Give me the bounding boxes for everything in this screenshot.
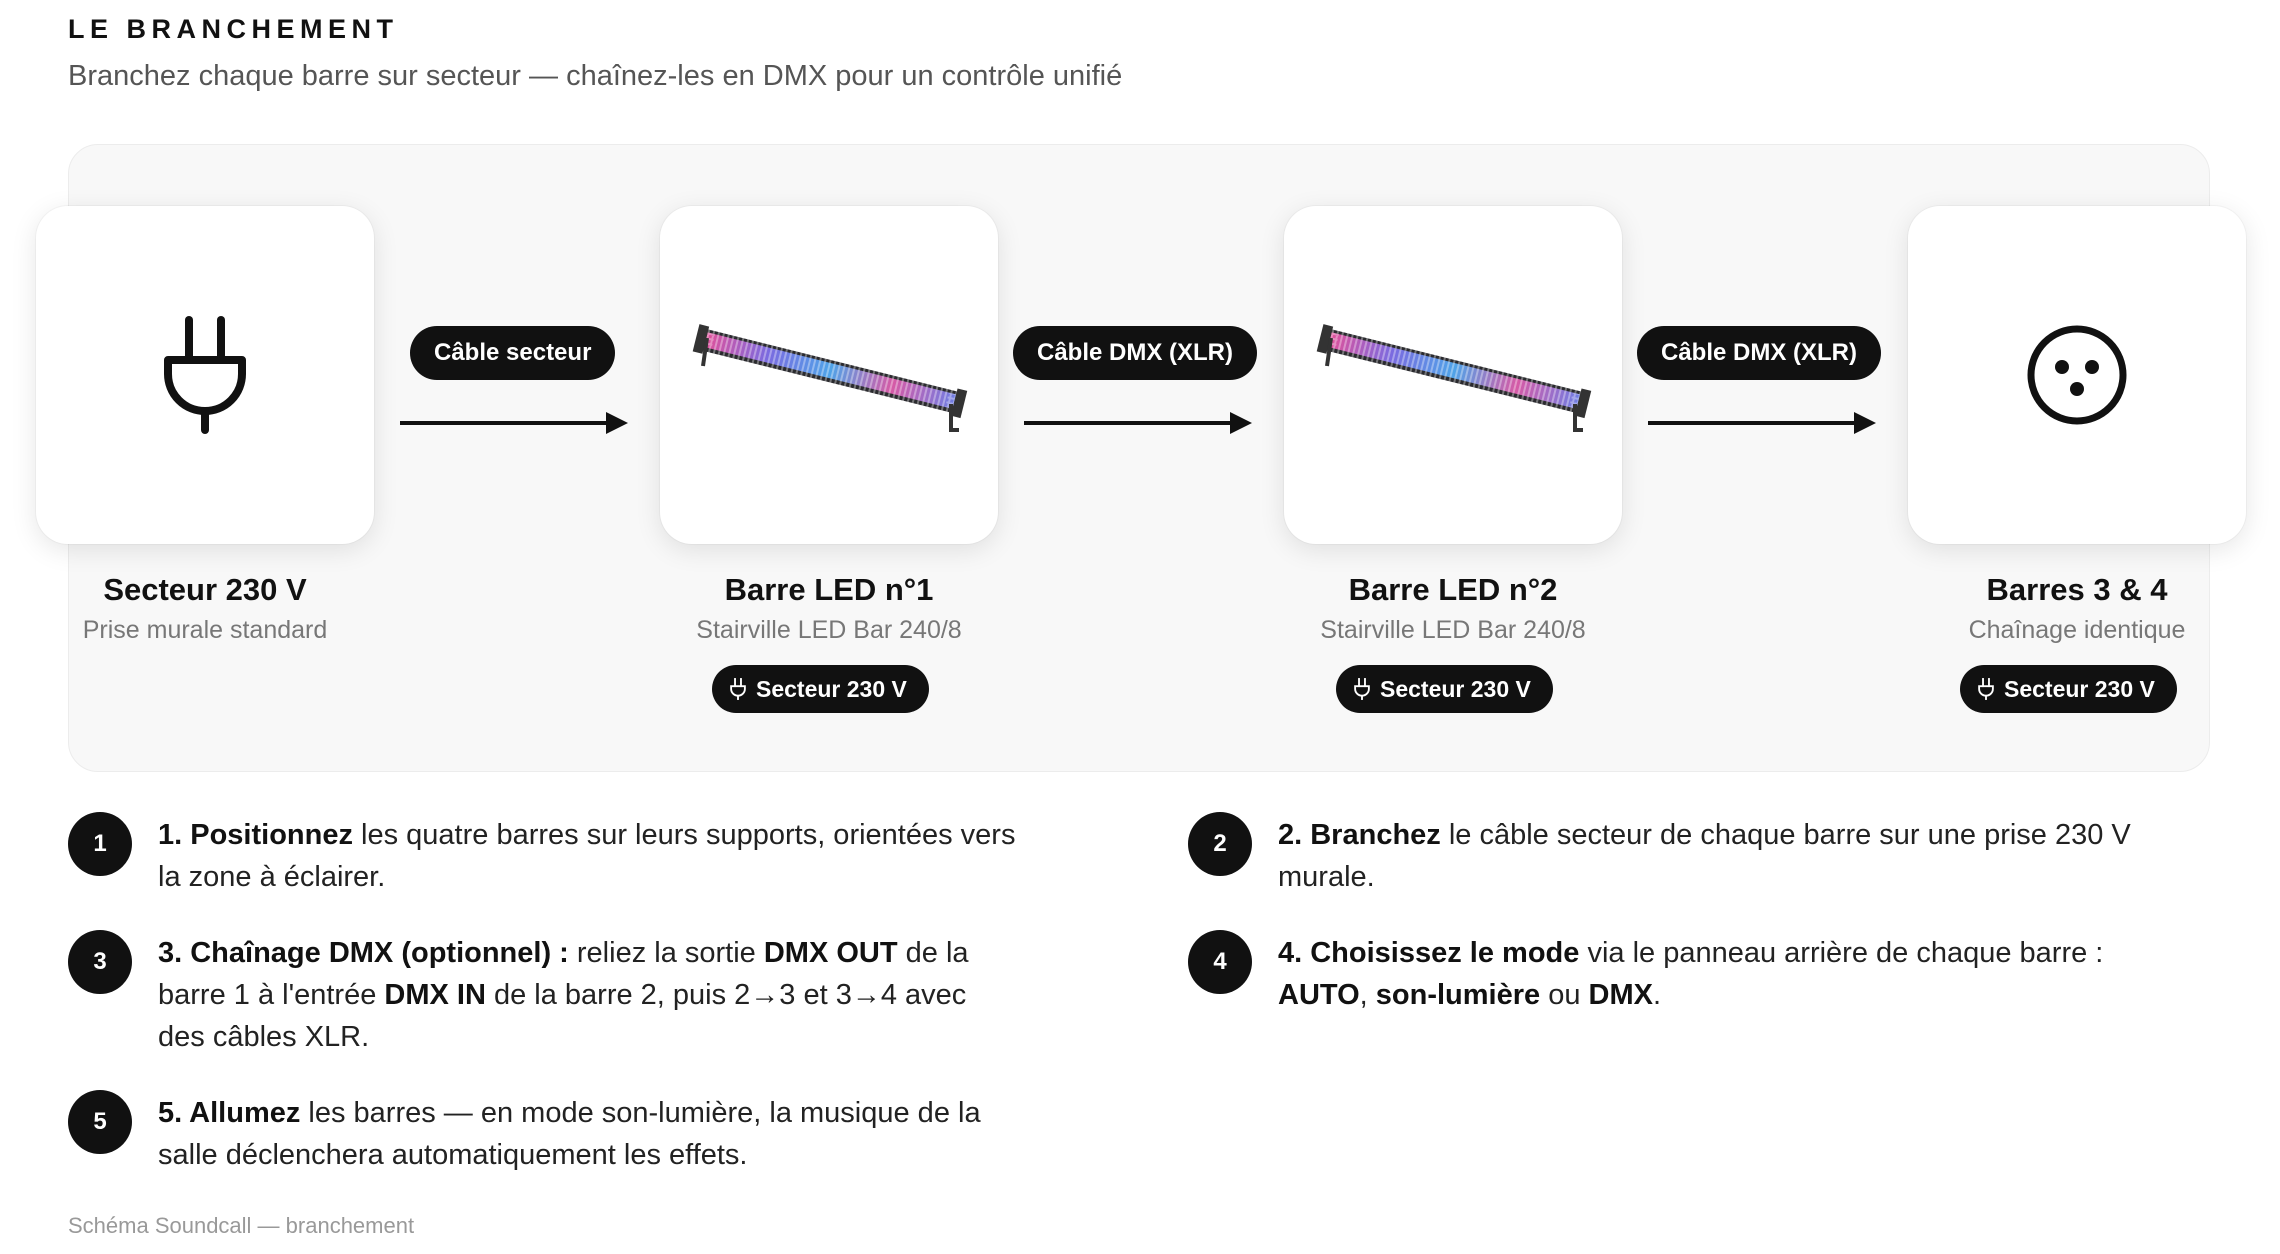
page-title: LE BRANCHEMENT — [68, 14, 399, 44]
status-badge-led-bar-1 — [712, 665, 929, 713]
step-text-bold: 1. Positionnez — [158, 819, 353, 851]
step-text-bold: 5. Allumez — [158, 1097, 301, 1129]
led-bar-image — [689, 310, 969, 440]
step-text-segment: . — [1652, 979, 1662, 1011]
step-number: 4 — [1188, 930, 1252, 994]
xlr-socket-icon — [2025, 323, 2129, 427]
status-badge-bars-3-4 — [1960, 665, 2177, 713]
node-card-led-bar-2 — [1284, 206, 1622, 544]
arrow-right-icon — [1646, 408, 1878, 438]
step-4 — [1188, 932, 2138, 1016]
step-text-segment: , — [1359, 979, 1376, 1011]
step-text-bold: DMX IN — [384, 979, 486, 1011]
step-text — [158, 814, 1018, 898]
step-text-segment: les quatre barres sur leurs supports, orientées vers la zone à éclairer. — [158, 819, 1016, 893]
node-sub-led-bar-1: Stairville LED Bar 240/8 — [696, 616, 962, 644]
step-text-bold: AUTO — [1278, 979, 1360, 1011]
step-text-segment: le câble secteur de chaque barre sur une prise 230 V murale. — [1278, 819, 2131, 893]
node-sub-led-bar-2: Stairville LED Bar 240/8 — [1320, 616, 1586, 644]
step-5 — [68, 1092, 1018, 1176]
connector-label-power-cable: Câble secteur — [410, 326, 615, 380]
node-name-bars-3-4: Barres 3 & 4 — [1986, 572, 2168, 607]
step-text — [1278, 932, 2138, 1016]
connector-label-dmx-cable-2: Câble DMX (XLR) — [1637, 326, 1881, 380]
node-sub-bars-3-4: Chaînage identique — [1968, 616, 2186, 644]
step-text-segment: ou — [1540, 979, 1589, 1011]
connector-label-dmx-cable-1: Câble DMX (XLR) — [1013, 326, 1257, 380]
node-name-led-bar-2: Barre LED n°2 — [1348, 572, 1558, 607]
footer-caption: Schéma Soundcall — branchement — [68, 1213, 415, 1238]
step-text-segment: de la barre 1 à l'entrée — [158, 937, 969, 1011]
page-subtitle: Branchez chaque barre sur secteur — chaînez-les en DMX pour un contrôle unifié — [68, 60, 1123, 92]
connection-diagram-panel — [68, 144, 2210, 772]
step-text-bold: 4. Choisissez le mode — [1278, 937, 1580, 969]
step-text — [1278, 814, 2138, 898]
step-text-segment: via le panneau arrière de chaque barre : — [1579, 937, 2104, 969]
step-text-segment: les barres — en mode son-lumière, la musique de la salle déclenchera automatiquement les effets. — [158, 1097, 981, 1171]
step-text-segment: de la barre 2, puis 2→3 et 3→4 avec des câbles XLR. — [158, 979, 967, 1053]
step-text-segment: reliez la sortie — [568, 937, 764, 969]
node-card-bars-3-4 — [1908, 206, 2246, 544]
status-badge-led-bar-2 — [1336, 665, 1553, 713]
arrow-right-icon — [398, 408, 630, 438]
step-number: 2 — [1188, 812, 1252, 876]
step-number: 5 — [68, 1090, 132, 1154]
node-card-led-bar-1 — [660, 206, 998, 544]
power-plug-icon — [162, 316, 248, 434]
arrow-right-icon — [1022, 408, 1254, 438]
badge-label: Secteur 230 V — [1380, 675, 1531, 702]
step-3 — [68, 932, 1018, 1058]
node-name-mains: Secteur 230 V — [103, 572, 307, 607]
badge-label: Secteur 230 V — [2004, 675, 2155, 702]
power-plug-icon — [1978, 678, 1994, 700]
node-name-led-bar-1: Barre LED n°1 — [724, 572, 934, 607]
step-2 — [1188, 814, 2138, 898]
step-number: 3 — [68, 930, 132, 994]
step-1 — [68, 814, 1018, 898]
step-text — [158, 1092, 1018, 1176]
step-number: 1 — [68, 812, 132, 876]
node-sub-mains: Prise murale standard — [82, 616, 328, 644]
step-text — [158, 932, 1018, 1058]
step-text-bold: son-lumière — [1375, 979, 1541, 1011]
step-text-bold: DMX — [1588, 979, 1653, 1011]
step-text-bold: 3. Chaînage DMX (optionnel) : — [158, 937, 569, 969]
led-bar-image — [1313, 310, 1593, 440]
badge-label: Secteur 230 V — [756, 675, 907, 702]
power-plug-icon — [730, 678, 746, 700]
power-plug-icon — [1354, 678, 1370, 700]
node-card-mains — [36, 206, 374, 544]
step-text-bold: DMX OUT — [763, 937, 898, 969]
step-text-bold: 2. Branchez — [1278, 819, 1441, 851]
